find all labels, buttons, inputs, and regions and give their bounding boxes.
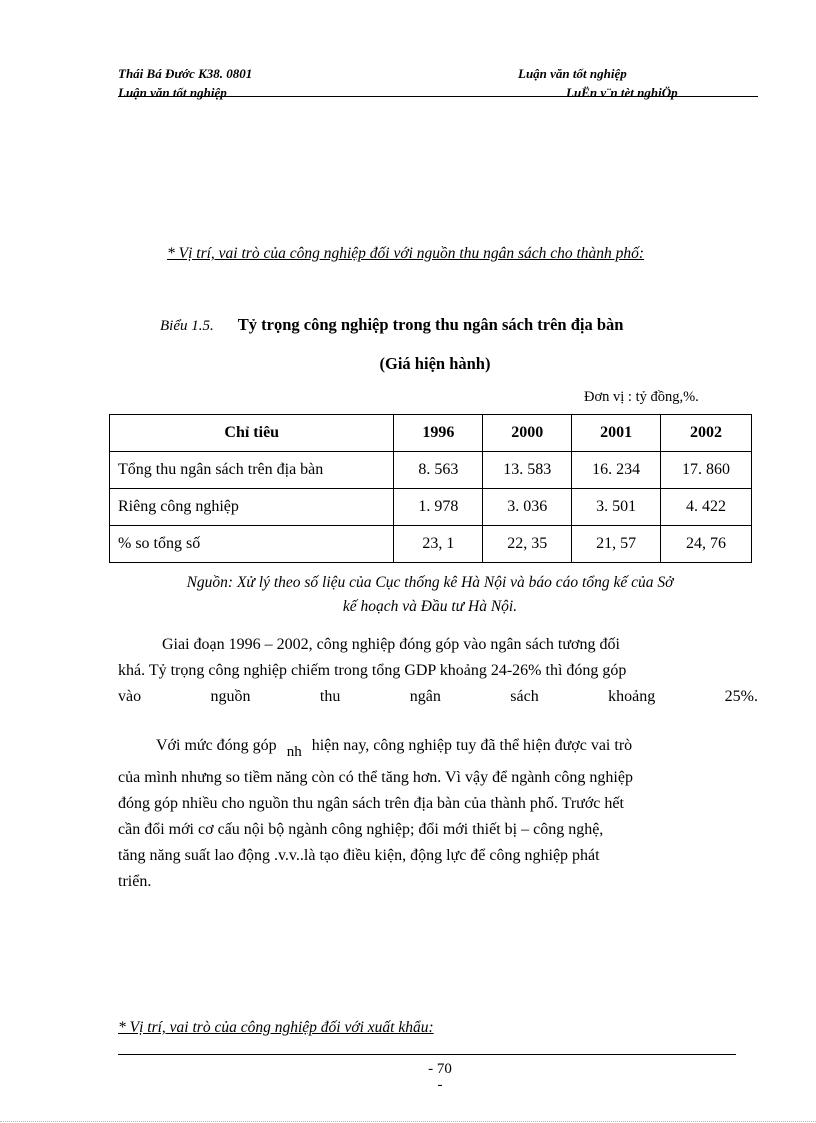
paragraph-line <box>118 733 758 765</box>
header-thesis-title-garbled: LuËn v¨n tèt nghiÖp <box>566 85 678 100</box>
word: ngân <box>409 688 441 705</box>
table-source <box>100 571 760 619</box>
paragraph-line: đóng góp nhiều cho nguồn thu ngân sách trên địa bàn của thành phố. Trước hết <box>118 795 624 812</box>
table-row-label: % so tổng số <box>110 526 394 563</box>
paragraph-line: khá. Tỷ trọng công nghiệp chiếm trong tổng GDP khoảng 24-26% thì đóng góp <box>118 662 627 679</box>
table-cell: 3. 501 <box>572 489 661 526</box>
table-cell: 17. 860 <box>661 452 752 489</box>
paragraph-potential <box>118 733 758 895</box>
table-row <box>110 452 752 489</box>
section-heading-budget: * Vị trí, vai trò của công nghiệp đối với nguồn thu ngân sách cho thành phố: <box>167 245 645 262</box>
table-header-row <box>110 415 752 452</box>
word: 25%. <box>724 688 758 705</box>
table-header-cell: 1996 <box>394 415 483 452</box>
word: nguồn <box>210 688 251 705</box>
paragraph-line-justified <box>118 684 758 710</box>
footer-rule <box>118 1054 736 1055</box>
budget-table <box>109 414 752 563</box>
table-header-cell: 2002 <box>661 415 752 452</box>
table-cell: 23, 1 <box>394 526 483 563</box>
figure-caption <box>160 315 623 335</box>
table-cell: 1. 978 <box>394 489 483 526</box>
word: vào <box>118 688 142 705</box>
figure-label: Biểu 1.5. <box>160 318 214 334</box>
word: khoảng <box>608 688 656 705</box>
table-cell: 21, 57 <box>572 526 661 563</box>
table-cell: 22, 35 <box>483 526 572 563</box>
paragraph-budget-contribution <box>118 632 758 710</box>
table-cell: 4. 422 <box>661 489 752 526</box>
table-row-label: Tổng thu ngân sách trên địa bàn <box>110 452 394 489</box>
table-row <box>110 526 752 563</box>
figure-subtitle: (Giá hiện hành) <box>379 354 491 373</box>
page-number-dash: - <box>437 1077 443 1093</box>
paragraph-line: Giai đoạn 1996 – 2002, công nghiệp đóng góp vào ngân sách tương đối <box>162 636 620 653</box>
word: sách <box>510 688 539 705</box>
header-thesis-title: Luận văn tốt nghiệp <box>518 66 627 81</box>
header-thesis-title-2: Luận văn tốt nghiệp <box>118 85 227 100</box>
table-row <box>110 489 752 526</box>
source-line: Nguồn: Xử lý theo số liệu của Cục thống kê Hà Nội và báo cáo tổng kế của Sở <box>186 574 674 591</box>
paragraph-line: cần đổi mới cơ cấu nội bộ ngành công nghiệp; đổi mới thiết bị – công nghệ, <box>118 821 604 838</box>
table-header-cell: 2001 <box>572 415 661 452</box>
header-rule <box>118 96 758 97</box>
paragraph-text: Với mức đóng góp <box>156 737 277 754</box>
table-row-label: Riêng công nghiệp <box>110 489 394 526</box>
table-cell: 8. 563 <box>394 452 483 489</box>
header-author: Thái Bá Đước K38. 0801 <box>118 66 253 81</box>
figure-title: Tỷ trọng công nghiệp trong thu ngân sách trên địa bàn <box>237 315 624 334</box>
page-edge-divider <box>0 1121 816 1122</box>
table-cell: 13. 583 <box>483 452 572 489</box>
table-cell: 3. 036 <box>483 489 572 526</box>
section-heading-export: * Vị trí, vai trò của công nghiệp đối với xuất khẩu: <box>118 1019 434 1036</box>
word: thu <box>319 688 341 705</box>
table-cell: 24, 76 <box>661 526 752 563</box>
source-line: kế hoạch và Đầu tư Hà Nội. <box>342 598 518 615</box>
table-header-cell: 2000 <box>483 415 572 452</box>
paragraph-line: của mình nhưng so tiềm năng còn có thể tăng hơn. Vì vậy để ngành công nghiệp <box>118 769 633 786</box>
table-header-cell: Chỉ tiêu <box>110 415 394 452</box>
table-unit: Đơn vị : tỷ đồng,%. <box>584 389 699 405</box>
table-cell: 16. 234 <box>572 452 661 489</box>
paragraph-text: hiện nay, công nghiệp tuy đã thể hiện được vai trò <box>311 737 633 754</box>
subscript-fragment: nh <box>286 744 302 760</box>
paragraph-line: tăng năng suất lao động .v.v..là tạo điều kiện, động lực để công nghiệp phát <box>118 847 600 864</box>
paragraph-line: triển. <box>118 873 152 890</box>
page-number: - 70 <box>428 1061 452 1077</box>
